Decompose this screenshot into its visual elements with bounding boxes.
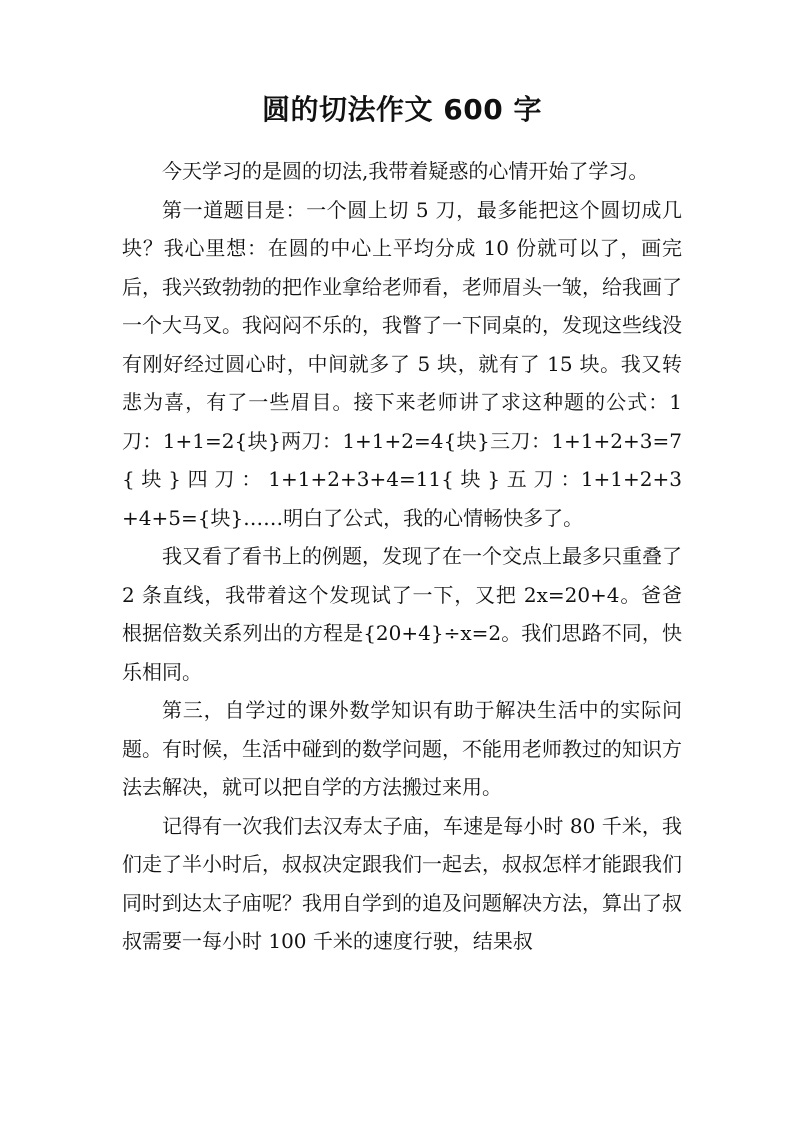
document-title: 圆的切法作文 600 字 bbox=[262, 93, 542, 126]
paragraph-4: 第三，自学过的课外数学知识有助于解决生活中的实际问题。有时候，生活中碰到的数学问题，不能用老师教过的知识方法去解决，就可以把自学的方法搬过来用。 bbox=[122, 698, 682, 799]
paragraph-2: 第一道题目是：一个圆上切 5 刀，最多能把这个圆切成几块？我心里想：在圆的中心上平均分成 10 份就可以了，画完后，我兴致勃勃的把作业拿给老师看，老师眉头一皱，给我画了一个大马叉。我闷闷不乐的，我瞥了一下同桌的，发现这些线没有刚好经过圆心时，中间就多了 5 块，就有了 15 块。我又转悲为喜，有了一些眉目。接下来老师讲了求这种题的公式：1 刀：1+1=2{块}两刀：1+1+2=4{块}三刀：1+1+2+3=7{ 块 } 四 刀 ： 1+1+2+3+4=11{ 块 } 五 刀 ：1+1+2+3+4+5={块}……明白了公式，我的心情畅快多了。 bbox=[122, 197, 682, 530]
paragraph-3: 我又看了看书上的例题，发现了在一个交点上最多只重叠了 2 条直线，我带着这个发现试了一下，又把 2x=20+4。爸爸根据倍数关系列出的方程是{20+4}÷x=2。我们思路不同，快乐相同。 bbox=[122, 544, 682, 684]
paragraph-1: 今天学习的是圆的切法,我带着疑惑的心情开始了学习。 bbox=[162, 159, 649, 183]
paragraph-5: 记得有一次我们去汉寿太子庙，车速是每小时 80 千米，我们走了半小时后，叔叔决定跟我们一起去，叔叔怎样才能跟我们同时到达太子庙呢？我用自学到的追及问题解决方法，算出了叔叔需要一每小时 100 千米的速度行驶，结果叔 bbox=[122, 813, 682, 953]
